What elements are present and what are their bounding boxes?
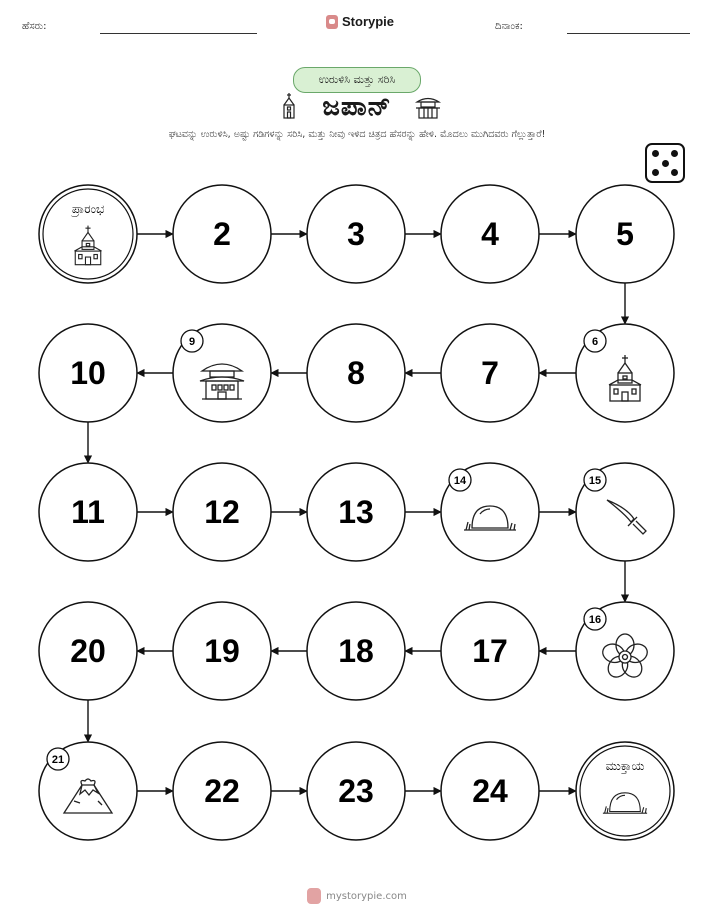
- name-label: ಹೆಸರು:: [22, 21, 47, 32]
- space-number-badge: [584, 608, 606, 630]
- space-number: 7: [481, 355, 499, 391]
- start-label: ಪ್ರಾರಂಭ: [71, 202, 105, 216]
- board-space-12[interactable]: [173, 463, 271, 561]
- space-number-badge: [449, 469, 471, 491]
- space-number: 2: [213, 216, 231, 252]
- board-space-4[interactable]: [441, 185, 539, 283]
- brand-name: Storypie: [342, 14, 395, 29]
- footer-url[interactable]: mystorypie.com: [326, 890, 407, 902]
- board-space-24[interactable]: [441, 742, 539, 840]
- space-badge-number: 15: [588, 475, 602, 487]
- space-number-badge: [584, 469, 606, 491]
- space-number: 4: [481, 216, 499, 252]
- board-space-8[interactable]: [307, 324, 405, 422]
- space-badge-number: 9: [188, 336, 196, 348]
- space-badge-number: 16: [588, 614, 602, 626]
- board-space-23[interactable]: [307, 742, 405, 840]
- board-space-21[interactable]: [39, 742, 137, 840]
- subtitle-pill: ಉರುಳಿಸಿ ಮತ್ತು ಸರಿಸಿ: [293, 67, 421, 93]
- board-space-5[interactable]: [576, 185, 674, 283]
- instructions: ಘಟವನ್ನು ಉರುಳಿಸಿ, ಅಷ್ಟು ಗಡಿಗಳನ್ನು ಸರಿಸಿ, ಮತ್ತು ನೀವು ಇಳಿದ ಚಿತ್ರದ ಹೆಸರನ್ನು ಹೇಳಿ. ಮೊದಲು ಮುಗಿದವರು ಗೆಲ್ಲುತ್ತಾರೆ!: [168, 129, 546, 140]
- space-number: 11: [71, 494, 105, 530]
- space-number: 13: [338, 494, 374, 530]
- board-space-18[interactable]: [307, 602, 405, 700]
- footer: [0, 888, 714, 904]
- board-space-6[interactable]: [576, 324, 674, 422]
- page-title: ಜಪಾನ್: [322, 92, 392, 122]
- board-space-2[interactable]: [173, 185, 271, 283]
- board-space-10[interactable]: [39, 324, 137, 422]
- space-number: 22: [204, 773, 240, 809]
- finish-space[interactable]: [576, 742, 674, 840]
- space-circle: [39, 185, 137, 283]
- space-number-badge: [584, 330, 606, 352]
- date-label: ದಿನಾಂಕ:: [495, 21, 523, 32]
- start-space[interactable]: [39, 185, 137, 283]
- space-badge-number: 6: [591, 336, 599, 348]
- space-number: 23: [338, 773, 374, 809]
- board-space-9[interactable]: [173, 324, 271, 422]
- board-space-15[interactable]: [576, 463, 674, 561]
- space-number: 12: [204, 494, 240, 530]
- space-number-badge: [181, 330, 203, 352]
- board-space-7[interactable]: [441, 324, 539, 422]
- end-label: ಮುಕ್ತಾಯ: [605, 759, 645, 773]
- storypie-mascot-icon: [307, 888, 321, 904]
- board-space-19[interactable]: [173, 602, 271, 700]
- space-number: 18: [338, 633, 374, 669]
- space-number: 10: [70, 355, 106, 391]
- space-number: 8: [347, 355, 365, 391]
- board-space-17[interactable]: [441, 602, 539, 700]
- space-number: 5: [616, 216, 634, 252]
- space-number: 19: [204, 633, 240, 669]
- board-space-22[interactable]: [173, 742, 271, 840]
- space-badge-number: 21: [51, 754, 65, 766]
- board-space-3[interactable]: [307, 185, 405, 283]
- space-number: 20: [70, 633, 106, 669]
- space-circle: [576, 742, 674, 840]
- space-badge-number: 14: [453, 475, 467, 487]
- board-space-20[interactable]: [39, 602, 137, 700]
- space-number: 24: [472, 773, 508, 809]
- space-number: 3: [347, 216, 365, 252]
- board-space-14[interactable]: [441, 463, 539, 561]
- space-number-badge: [47, 748, 69, 770]
- board-space-13[interactable]: [307, 463, 405, 561]
- board-space-16[interactable]: [576, 602, 674, 700]
- space-number: 17: [472, 633, 508, 669]
- board-space-11[interactable]: [39, 463, 137, 561]
